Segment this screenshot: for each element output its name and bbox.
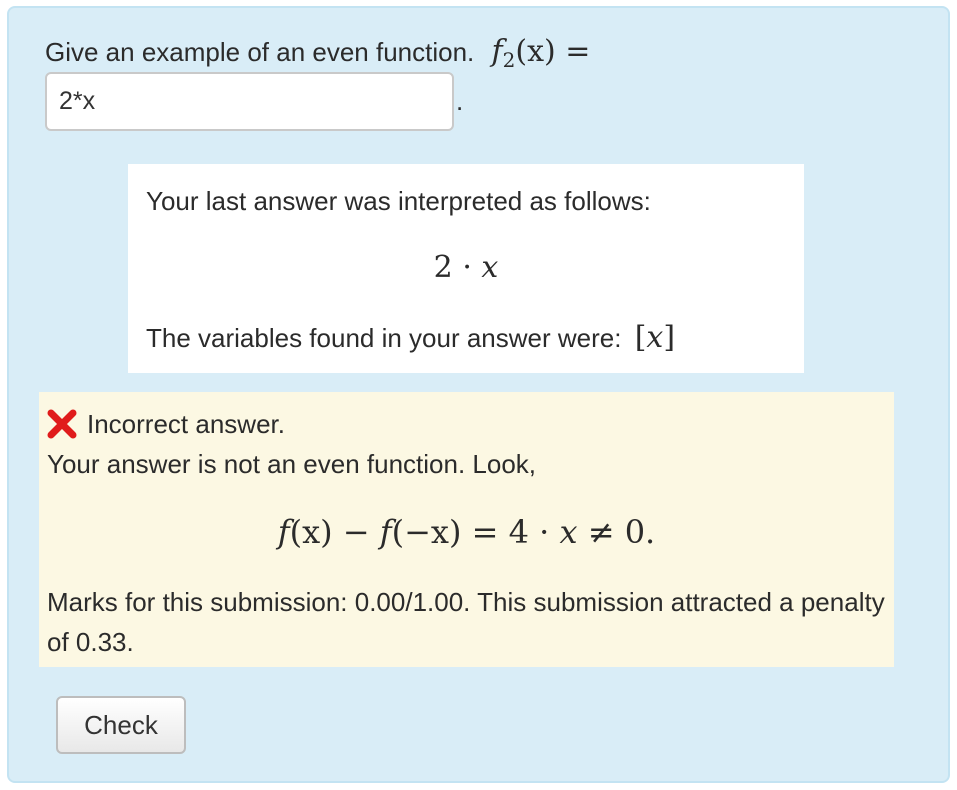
eq-f1: f: [277, 513, 290, 551]
variables-label: The variables found in your answer were:: [146, 323, 622, 353]
eq-equals: =: [461, 513, 509, 551]
check-button[interactable]: Check: [56, 696, 186, 754]
eq-x: x: [559, 513, 578, 551]
variables-line: [146, 320, 675, 356]
eq-zero: 0.: [624, 513, 656, 551]
interpreted-expr-left: 2: [433, 250, 453, 285]
eq-arg1: (x): [289, 513, 333, 551]
feedback-box: [39, 392, 894, 667]
function-arg: (x): [515, 34, 556, 69]
eq-neq: ≠: [577, 513, 625, 551]
answer-period: .: [456, 86, 464, 116]
variables-var: x: [646, 320, 664, 355]
variables-close-bracket: ]: [663, 320, 676, 355]
feedback-explanation: Your answer is not an even function. Look,: [47, 449, 537, 479]
answer-input[interactable]: [45, 72, 454, 131]
question-prompt: Give an example of an even function.: [45, 37, 475, 67]
interpretation-heading: Your last answer was interpreted as follows:: [146, 186, 651, 216]
feedback-status-text: Incorrect answer.: [87, 409, 285, 439]
feedback-status: [47, 406, 285, 442]
interpretation-box: [128, 164, 804, 373]
variables-list: [635, 320, 675, 355]
feedback-equation: [39, 512, 894, 552]
feedback-marks: Marks for this submission: 0.00/1.00. This submission attracted a penalty of 0.33.: [47, 587, 885, 657]
eq-minus: −: [332, 513, 380, 551]
interpreted-expr-op: ·: [462, 250, 472, 285]
eq-arg2: (−x): [391, 513, 462, 551]
eq-four: 4: [508, 513, 529, 551]
function-label: [491, 34, 591, 72]
eq-f2: f: [379, 513, 392, 551]
interpreted-expr-var: x: [481, 250, 499, 285]
eq-dot: ·: [528, 513, 560, 551]
question-panel: [7, 6, 950, 783]
function-name: f: [491, 34, 503, 69]
function-equals: =: [565, 34, 591, 69]
cross-icon: [47, 409, 77, 439]
function-subscript: 2: [502, 48, 516, 72]
interpreted-expression: [128, 250, 804, 286]
variables-open-bracket: [: [634, 320, 647, 355]
